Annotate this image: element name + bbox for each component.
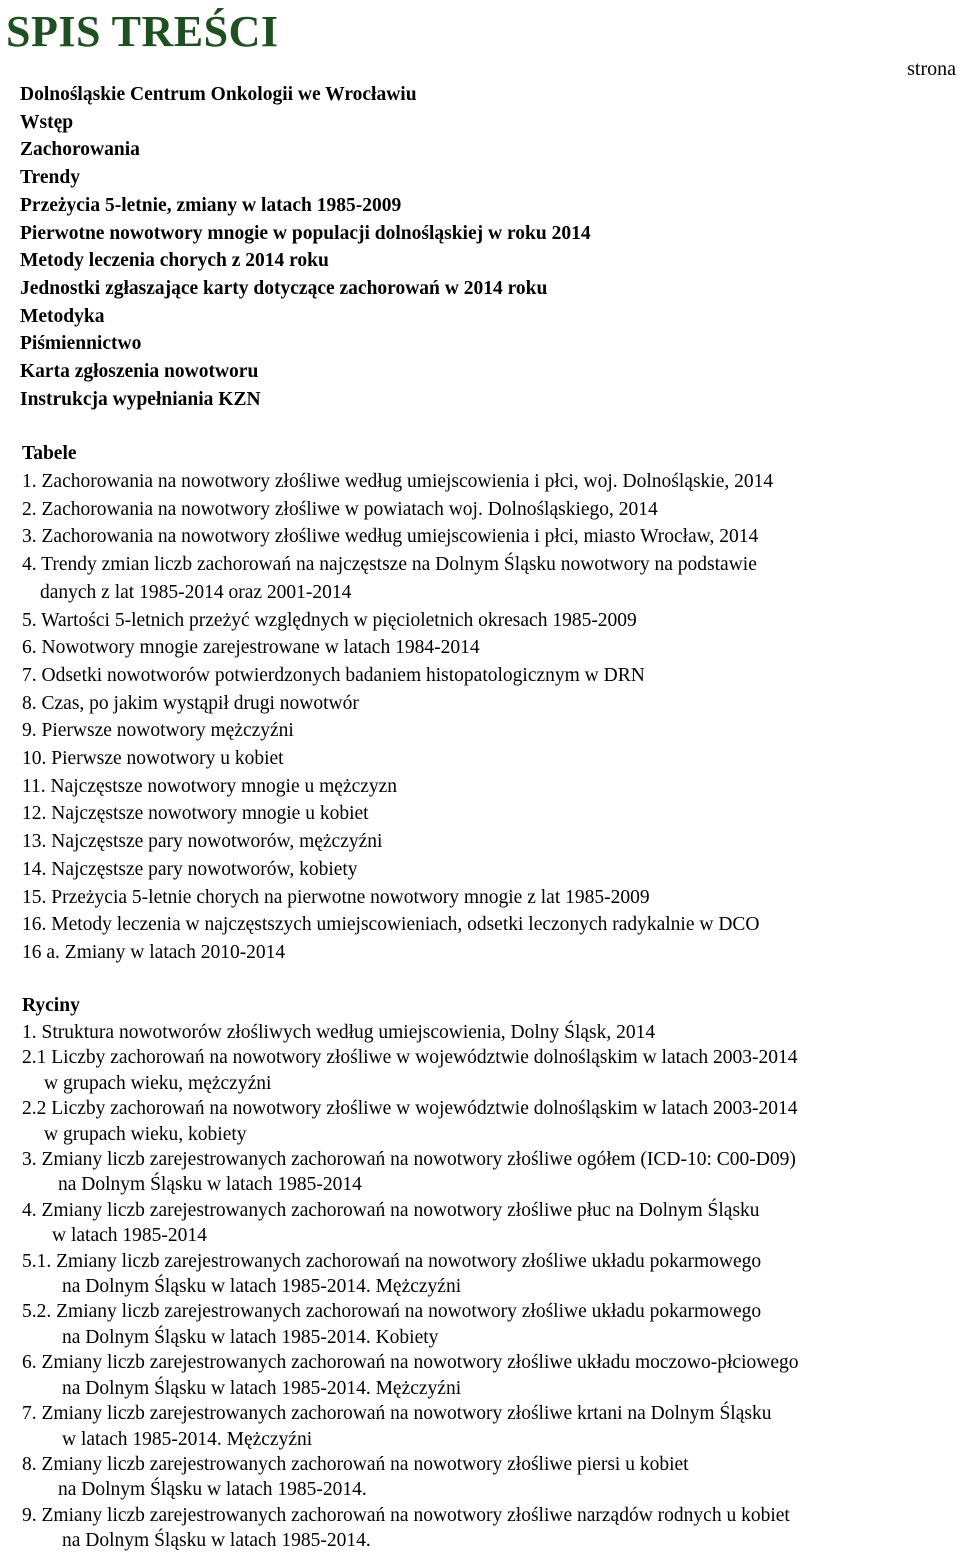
table-entry-text: 9. Pierwsze nowotwory mężczyźni <box>22 720 294 742</box>
table-entry[interactable] <box>22 607 773 635</box>
table-entry[interactable] <box>22 856 773 884</box>
table-entry-text: 16 a. Zmiany w latach 2010-2014 <box>22 941 286 963</box>
figure-entry-text: 1. Struktura nowotworów złośliwych według umiejscowienia, Dolny Śląsk, 2014 <box>22 1022 656 1043</box>
figure-entry-continuation: w latach 1985-2014 <box>52 1225 207 1247</box>
table-entry-text: 16. Metody leczenia w najczęstszych umiejscowieniach, odsetki leczonych radykalnie w DCO <box>22 914 760 936</box>
toc-item[interactable]: Dolnośląskie Centrum Onkologii we Wrocławiu <box>20 84 417 105</box>
table-entry-text: 15. Przeżycia 5-letnie chorych na pierwotne nowotwory mnogie z lat 1985-2009 <box>22 886 650 908</box>
table-entry[interactable] <box>22 828 773 856</box>
table-entry-text: 2. Zachorowania na nowotwory złośliwe w powiatach woj. Dolnośląskiego, 2014 <box>22 498 658 520</box>
figure-entry-text: 5.1. Zmiany liczb zarejestrowanych zachorowań na nowotwory złośliwe układu pokarmowego <box>22 1250 762 1272</box>
table-entry[interactable] <box>22 939 773 967</box>
figure-entry-continuation: na Dolnym Śląsku w latach 1985-2014. Kobiety <box>62 1326 439 1348</box>
toc-item[interactable]: Metody leczenia chorych z 2014 roku <box>20 250 329 272</box>
figure-entry[interactable] <box>22 1096 799 1147</box>
figure-entry[interactable] <box>22 1147 799 1198</box>
table-entry[interactable] <box>22 800 773 828</box>
figure-entry-continuation: na Dolnym Śląsku w latach 1985-2014. Mężczyźni <box>62 1276 462 1298</box>
figure-entry-continuation: w latach 1985-2014. Mężczyźni <box>62 1428 313 1450</box>
table-entry[interactable] <box>22 773 773 801</box>
table-entry-text: 3. Zachorowania na nowotwory złośliwe według umiejscowienia i płci, miasto Wrocław, 2014 <box>22 526 759 548</box>
figure-entry-text: 8. Zmiany liczb zarejestrowanych zachorowań na nowotwory złośliwe piersi u kobiet <box>22 1453 689 1475</box>
table-entry-text: 11. Najczęstsze nowotwory mnogie u mężczyzn <box>22 775 398 797</box>
toc-item[interactable]: Piśmiennictwo <box>20 333 142 355</box>
table-entry-text: 4. Trendy zmian liczb zachorowań na najczęstsze na Dolnym Śląsku nowotwory na podstawie <box>22 554 757 576</box>
table-entry-text: 1. Zachorowania na nowotwory złośliwe według umiejscowienia i płci, woj. Dolnośląskie, 2014 <box>22 471 774 492</box>
figure-entry-continuation: w grupach wieku, kobiety <box>44 1123 247 1145</box>
toc-item[interactable]: Pierwotne nowotwory mnogie w populacji dolnośląskiej w roku 2014 <box>20 222 591 244</box>
table-entry-text: 12. Najczęstsze nowotwory mnogie u kobiet <box>22 803 369 825</box>
figure-entry-continuation: na Dolnym Śląsku w latach 1985-2014 <box>58 1174 362 1196</box>
figure-entry[interactable] <box>22 1401 799 1452</box>
toc-item[interactable]: Jednostki zgłaszające karty dotyczące zachorowań w 2014 roku <box>20 277 548 299</box>
figure-entry-text: 5.2. Zmiany liczb zarejestrowanych zachorowań na nowotwory złośliwe układu pokarmowego <box>22 1301 762 1323</box>
tables-list <box>22 468 773 967</box>
figure-entry-continuation: na Dolnym Śląsku w latach 1985-2014. <box>58 1479 367 1501</box>
figures-heading: Ryciny <box>22 995 80 1016</box>
table-entry-text: 8. Czas, po jakim wystąpił drugi nowotwór <box>22 692 359 714</box>
table-entry-text: 6. Nowotwory mnogie zarejestrowane w latach 1984-2014 <box>22 637 480 659</box>
figure-entry[interactable] <box>22 1350 799 1401</box>
table-entry[interactable] <box>22 662 773 690</box>
figure-entry[interactable] <box>22 1503 799 1554</box>
table-entry[interactable] <box>22 690 773 718</box>
toc-item[interactable]: Trendy <box>20 167 80 189</box>
figure-entry-text: 2.2 Liczby zachorowań na nowotwory złośliwe w województwie dolnośląskim w latach 2003-2014 <box>22 1098 798 1120</box>
table-entry[interactable] <box>22 551 773 606</box>
figure-entry[interactable] <box>22 1198 799 1249</box>
figure-entry-continuation: w grupach wieku, mężczyźni <box>44 1072 272 1094</box>
figure-entry[interactable] <box>22 1249 799 1300</box>
table-entry-text: 13. Najczęstsze pary nowotworów, mężczyźni <box>22 831 383 853</box>
figure-entry-text: 9. Zmiany liczb zarejestrowanych zachorowań na nowotwory złośliwe narządów rodnych u kobiet <box>22 1504 790 1526</box>
toc-item[interactable]: Zachorowania <box>20 139 140 161</box>
toc-item[interactable]: Karta zgłoszenia nowotworu <box>20 361 259 383</box>
table-entry-text: 10. Pierwsze nowotwory u kobiet <box>22 748 284 770</box>
figure-entry-text: 3. Zmiany liczb zarejestrowanych zachorowań na nowotwory złośliwe ogółem (ICD-10: C00-D09) <box>22 1149 796 1171</box>
table-entry[interactable] <box>22 884 773 912</box>
table-entry[interactable] <box>22 717 773 745</box>
figure-entry[interactable] <box>22 1299 799 1350</box>
tables-heading: Tabele <box>22 443 77 464</box>
table-entry[interactable] <box>22 496 773 524</box>
table-entry[interactable] <box>22 523 773 551</box>
table-entry[interactable] <box>22 468 773 496</box>
table-entry-text: 5. Wartości 5-letnich przeżyć względnych w pięcioletnich okresach 1985-2009 <box>22 609 637 631</box>
figure-entry-continuation: na Dolnym Śląsku w latach 1985-2014. Mężczyźni <box>62 1377 462 1399</box>
table-entry[interactable] <box>22 911 773 939</box>
toc-item[interactable]: Przeżycia 5-letnie, zmiany w latach 1985-2009 <box>20 194 402 216</box>
page-title: SPIS TREŚCI <box>6 7 279 56</box>
figure-entry-continuation: na Dolnym Śląsku w latach 1985-2014. <box>62 1530 371 1552</box>
figure-entry[interactable] <box>22 1045 799 1096</box>
table-entry-text: 14. Najczęstsze pary nowotworów, kobiety <box>22 858 358 880</box>
table-entry-text: 7. Odsetki nowotworów potwierdzonych badaniem histopatologicznym w DRN <box>22 664 645 686</box>
figures-list <box>22 1020 799 1554</box>
table-entry-continuation: danych z lat 1985-2014 oraz 2001-2014 <box>40 581 352 603</box>
figure-entry-text: 6. Zmiany liczb zarejestrowanych zachorowań na nowotwory złośliwe układu moczowo-płciowego <box>22 1352 799 1374</box>
toc-item[interactable]: Instrukcja wypełniania KZN <box>20 388 261 410</box>
figure-entry-text: 2.1 Liczby zachorowań na nowotwory złośliwe w województwie dolnośląskim w latach 2003-2014 <box>22 1047 798 1069</box>
toc-item[interactable]: Wstęp <box>20 111 74 133</box>
figure-entry[interactable] <box>22 1020 799 1045</box>
table-entry[interactable] <box>22 745 773 773</box>
figure-entry[interactable] <box>22 1452 799 1503</box>
figure-entry-text: 4. Zmiany liczb zarejestrowanych zachorowań na nowotwory złośliwe płuc na Dolnym Śląsku <box>22 1199 760 1221</box>
table-entry[interactable] <box>22 634 773 662</box>
page-column-label: strona <box>907 58 956 80</box>
toc-item[interactable]: Metodyka <box>20 305 105 327</box>
toc-list <box>20 81 591 413</box>
figure-entry-text: 7. Zmiany liczb zarejestrowanych zachorowań na nowotwory złośliwe krtani na Dolnym Śląsku <box>22 1403 772 1425</box>
